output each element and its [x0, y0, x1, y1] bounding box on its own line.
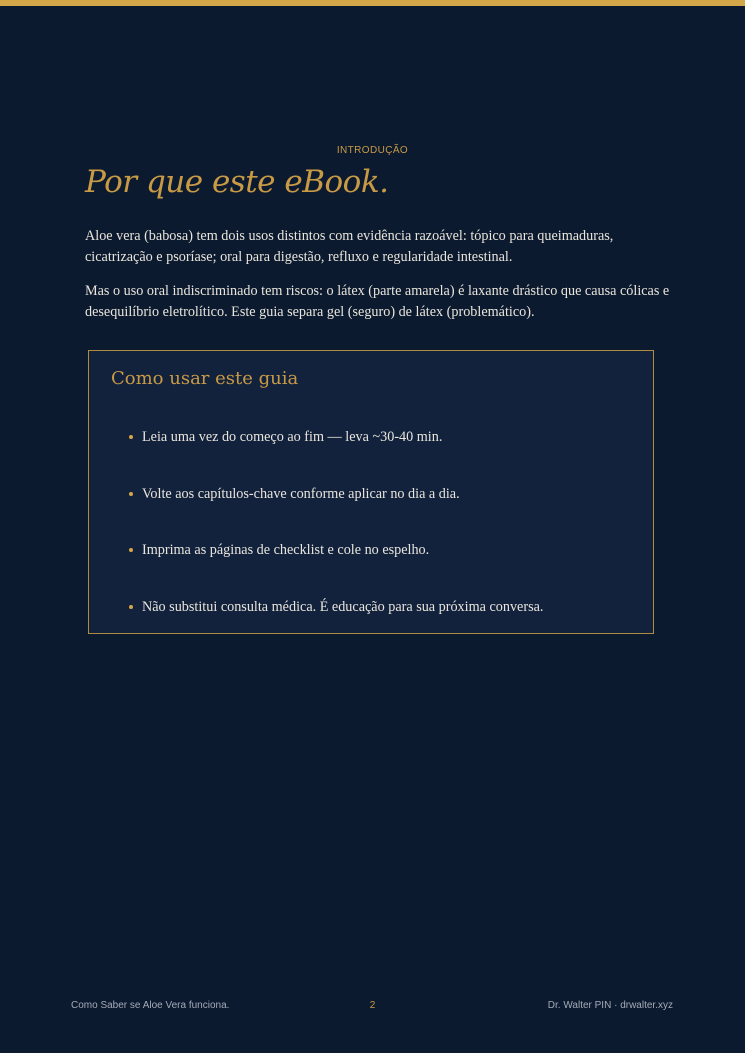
footer-author: Dr. Walter PIN · drwalter.xyz — [547, 1000, 673, 1011]
page-title: Por que este eBook. — [85, 164, 389, 200]
guide-list-item — [129, 427, 543, 484]
guide-item-text: Imprima as páginas de checklist e cole no espelho. — [142, 542, 430, 558]
footer-book-title: Como Saber se Aloe Vera funciona. — [71, 1000, 230, 1011]
guide-list-item — [129, 484, 543, 541]
bullet-dot-icon — [129, 605, 133, 609]
guide-list-item — [129, 597, 543, 654]
top-accent-rule — [0, 0, 745, 6]
guide-item-text: Não substitui consulta médica. É educação para sua próxima conversa. — [142, 598, 544, 615]
guide-title: Como usar este guia — [111, 368, 299, 389]
bullet-dot-icon — [129, 435, 133, 439]
guide-box — [88, 350, 654, 634]
guide-item-text: Volte aos capítulos-chave conforme aplicar no dia a dia. — [142, 485, 460, 502]
guide-item-text: Leia uma vez do começo ao fim — leva ~30-40 min. — [142, 429, 443, 445]
intro-paragraph-1: Aloe vera (babosa) tem dois usos distintos com evidência razoável: tópico para queimaduras, cicatrização e psoríase; oral para digestão, refluxo e regularidade intestinal. — [85, 228, 614, 265]
footer-page-number: 2 — [369, 1000, 376, 1011]
guide-list — [129, 427, 543, 653]
intro-paragraph-2: Mas o uso oral indiscriminado tem riscos: o látex (parte amarela) é laxante drástico que causa cólicas e desequilíbrio eletrolítico. Este guia separa gel (seguro) de látex (problemático). — [85, 283, 670, 320]
guide-list-item — [129, 540, 543, 597]
bullet-dot-icon — [129, 548, 133, 552]
section-kicker: INTRODUÇÃO — [336, 145, 409, 156]
bullet-dot-icon — [129, 492, 133, 496]
